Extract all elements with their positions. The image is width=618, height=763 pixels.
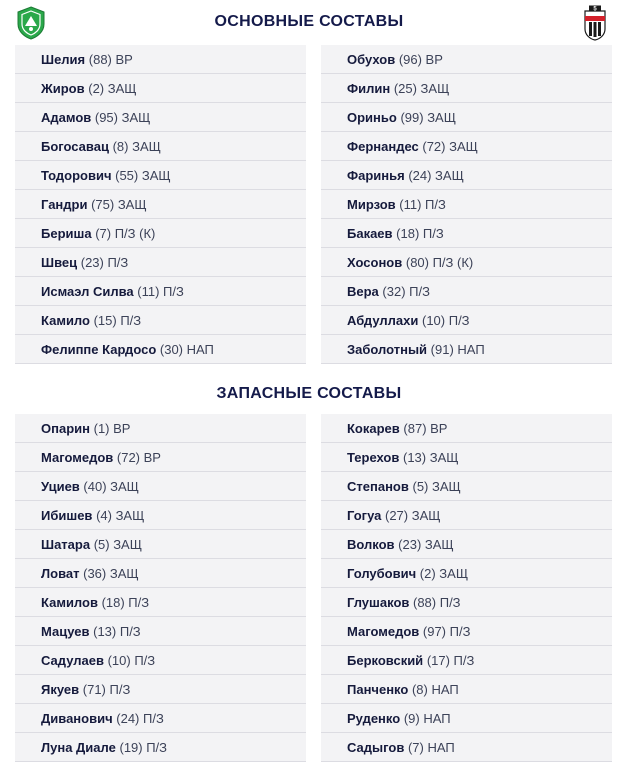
player-name: Заболотный (347, 342, 428, 357)
player-number-position: (97) П/З (422, 624, 471, 639)
player-number-position: (10) П/З (422, 313, 470, 328)
player-row (321, 132, 612, 161)
home-main-lineup (15, 45, 306, 364)
player-row (321, 74, 612, 103)
player-name: Гогуа (347, 508, 382, 523)
player-row (15, 472, 306, 501)
player-number-position: (2) ЗАЩ (419, 566, 469, 581)
player-number-position: (19) П/З (119, 740, 168, 755)
player-number-position: (87) ВР (403, 421, 448, 436)
player-number-position: (36) ЗАЩ (83, 566, 139, 581)
player-number-position: (2) ЗАЩ (88, 81, 137, 96)
player-number-position: (91) НАП (430, 342, 485, 357)
player-name: Берковский (347, 653, 424, 668)
player-number-position: (88) П/З (413, 595, 461, 610)
player-row (15, 704, 306, 733)
player-number-position: (24) П/З (116, 711, 164, 726)
player-number-position: (99) ЗАЩ (400, 110, 456, 125)
player-row (321, 103, 612, 132)
player-name: Фернандес (347, 139, 419, 154)
player-name: Терехов (347, 450, 400, 465)
player-number-position: (11) П/З (399, 197, 446, 212)
player-row (15, 335, 306, 364)
player-row (15, 617, 306, 646)
player-name: Швец (41, 255, 78, 270)
player-number-position: (5) ЗАЩ (93, 537, 142, 552)
player-name: Опарин (41, 421, 90, 436)
player-row (15, 530, 306, 559)
player-number-position: (25) ЗАЩ (393, 81, 450, 96)
player-number-position: (8) НАП (411, 682, 459, 697)
khimki-crest-number: 5 (593, 6, 597, 13)
player-number-position: (27) ЗАЩ (385, 508, 441, 523)
main-lineups-title: ОСНОВНЫЕ СОСТАВЫ (214, 13, 404, 30)
player-row (321, 733, 612, 762)
player-row (15, 190, 306, 219)
player-name: Уциев (41, 479, 80, 494)
player-number-position: (75) ЗАЩ (91, 197, 147, 212)
player-name: Мирзов (347, 197, 396, 212)
player-name: Панченко (347, 682, 409, 697)
player-row (321, 559, 612, 588)
substitutes-title: ЗАПАСНЫЕ СОСТАВЫ (216, 385, 402, 402)
player-number-position: (96) ВР (398, 52, 443, 67)
player-name: Бакаев (347, 226, 393, 241)
player-name: Абдуллахи (347, 313, 419, 328)
player-name: Обухов (347, 52, 396, 67)
player-row (15, 132, 306, 161)
player-number-position: (32) П/З (382, 284, 430, 299)
player-name: Шатара (41, 537, 91, 552)
player-row (321, 277, 612, 306)
player-number-position: (13) ЗАЩ (403, 450, 459, 465)
player-number-position: (23) П/З (80, 255, 129, 270)
player-number-position: (72) ВР (116, 450, 161, 465)
player-row (321, 414, 612, 443)
player-number-position: (40) ЗАЩ (83, 479, 139, 494)
player-row (321, 443, 612, 472)
player-number-position: (4) ЗАЩ (96, 508, 145, 523)
player-name: Садыгов (347, 740, 405, 755)
player-number-position: (1) ВР (93, 421, 131, 436)
player-number-position: (18) П/З (396, 226, 444, 241)
player-number-position: (13) П/З (93, 624, 141, 639)
player-name: Диванович (41, 711, 113, 726)
away-main-lineup (321, 45, 612, 364)
player-row (15, 733, 306, 762)
player-name: Луна Диале (41, 740, 116, 755)
player-row (321, 248, 612, 277)
player-name: Голубович (347, 566, 417, 581)
player-row (321, 617, 612, 646)
player-row (321, 45, 612, 74)
player-number-position: (5) ЗАЩ (412, 479, 461, 494)
player-row (15, 219, 306, 248)
player-row (321, 190, 612, 219)
player-row (15, 161, 306, 190)
player-row (15, 443, 306, 472)
player-row (321, 335, 612, 364)
player-name: Жиров (41, 81, 85, 96)
player-number-position: (18) П/З (101, 595, 150, 610)
player-name: Бериша (41, 226, 92, 241)
player-row (15, 559, 306, 588)
player-number-position: (95) ЗАЩ (94, 110, 151, 125)
player-row (15, 414, 306, 443)
player-name: Якуев (41, 682, 80, 697)
player-number-position: (88) ВР (88, 52, 133, 67)
player-name: Фаринья (347, 168, 405, 183)
player-number-position: (24) ЗАЩ (408, 168, 464, 183)
player-row (321, 588, 612, 617)
player-number-position: (17) П/З (426, 653, 475, 668)
player-number-position: (7) П/З (К) (95, 226, 156, 241)
player-number-position: (15) П/З (93, 313, 142, 328)
player-number-position: (10) П/З (107, 653, 156, 668)
player-number-position: (80) П/З (К) (405, 255, 474, 270)
player-name: Камило (41, 313, 90, 328)
away-substitutes (321, 414, 612, 762)
player-name: Ловат (41, 566, 80, 581)
player-row (15, 646, 306, 675)
player-name: Фелиппе Кардосо (41, 342, 157, 357)
player-number-position: (23) ЗАЩ (398, 537, 454, 552)
player-name: Ориньо (347, 110, 397, 125)
player-number-position: (11) П/З (137, 284, 184, 299)
player-name: Степанов (347, 479, 409, 494)
player-name: Вера (347, 284, 379, 299)
player-number-position: (72) ЗАЩ (422, 139, 478, 154)
player-name: Волков (347, 537, 395, 552)
player-row (15, 588, 306, 617)
player-row (15, 248, 306, 277)
player-row (321, 219, 612, 248)
player-number-position: (7) НАП (407, 740, 455, 755)
player-row (15, 45, 306, 74)
player-name: Адамов (41, 110, 92, 125)
player-row (321, 646, 612, 675)
player-row (321, 306, 612, 335)
player-name: Камилов (41, 595, 98, 610)
player-number-position: (71) П/З (82, 682, 131, 697)
player-name: Хосонов (347, 255, 403, 270)
player-name: Филин (347, 81, 391, 96)
player-number-position: (30) НАП (159, 342, 214, 357)
player-row (15, 277, 306, 306)
player-name: Исмаэл Силва (41, 284, 134, 299)
player-name: Ибишев (41, 508, 93, 523)
player-name: Магомедов (347, 624, 420, 639)
player-number-position: (9) НАП (403, 711, 451, 726)
player-row (15, 103, 306, 132)
player-row (321, 675, 612, 704)
player-name: Мацуев (41, 624, 90, 639)
player-row (321, 472, 612, 501)
player-name: Гандри (41, 197, 88, 212)
player-row (321, 501, 612, 530)
home-substitutes (15, 414, 306, 762)
player-name: Тодорович (41, 168, 112, 183)
player-row (321, 704, 612, 733)
player-name: Руденко (347, 711, 401, 726)
player-row (15, 306, 306, 335)
player-row (321, 530, 612, 559)
player-row (321, 161, 612, 190)
player-number-position: (55) ЗАЩ (115, 168, 171, 183)
player-row (15, 74, 306, 103)
player-name: Садулаев (41, 653, 104, 668)
player-name: Глушаков (347, 595, 410, 610)
player-name: Магомедов (41, 450, 114, 465)
player-name: Богосавац (41, 139, 109, 154)
player-name: Шелия (41, 52, 86, 67)
player-name: Кокарев (347, 421, 400, 436)
player-row (15, 675, 306, 704)
player-row (15, 501, 306, 530)
player-number-position: (8) ЗАЩ (112, 139, 161, 154)
